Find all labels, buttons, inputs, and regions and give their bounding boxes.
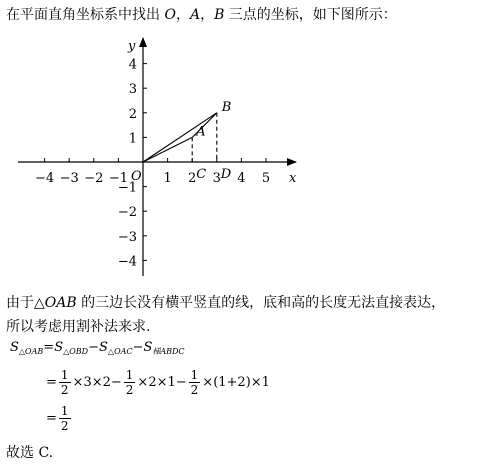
minus-sign-1: − (88, 340, 100, 355)
area-symbol-3: S (99, 340, 108, 355)
step1-equals: = (46, 375, 57, 390)
intro-sep1: ， (175, 7, 190, 23)
x-tick-label: 3 (212, 171, 221, 186)
x-tick-label: −3 (59, 171, 79, 186)
step1-part2: ×2×1− (137, 375, 187, 390)
x-tick-label: 1 (163, 171, 172, 186)
half-fraction-2: $\frac{1}{2}$ (125, 368, 134, 397)
oac-subscript: △OAC (107, 347, 133, 356)
y-tick-label: −3 (117, 229, 137, 245)
x-tick-label: 4 (237, 171, 246, 186)
x-tick-label: 5 (261, 171, 271, 186)
point-label-d: D (220, 167, 232, 182)
equals-sign: = (43, 340, 55, 355)
x-tick-label: −4 (35, 171, 55, 186)
half-fraction-1: $\frac{1}{2}$ (60, 368, 69, 397)
point-o-label: O (164, 7, 176, 23)
intro-suffix: 三点的坐标，如下图所示： (224, 7, 397, 23)
point-label-o: O (131, 169, 142, 184)
y-tick-label: −1 (117, 180, 137, 196)
y-tick-label: 3 (128, 82, 137, 98)
answer-text: 故选 C. (6, 445, 54, 461)
y-tick-label: −2 (117, 205, 137, 221)
obd-subscript: △OBD (63, 347, 89, 356)
x-axis-label: x (289, 171, 297, 186)
calculation-step-2 (46, 404, 73, 433)
x-tick-label: −2 (84, 171, 104, 186)
x-tick-label: −1 (108, 171, 128, 186)
step1-part3: ×(1+2)×1 (202, 375, 270, 390)
point-b-label: B (214, 7, 225, 23)
point-label-c: C (196, 167, 207, 182)
explanation-suffix: 的三边长没有横平竖直的线，底和高的长度无法直接表达， (76, 295, 446, 311)
y-tick-label: 1 (128, 131, 137, 147)
explanation-prefix: 由于△ (6, 295, 45, 311)
step2-equals: = (46, 411, 57, 426)
calculation-step-1 (46, 368, 270, 397)
point-label-b: B (221, 99, 232, 115)
intro-sep2: ， (200, 7, 215, 23)
y-tick-label: −4 (117, 254, 137, 270)
y-tick-label: 4 (128, 57, 137, 73)
y-axis-label: y (128, 39, 136, 54)
area-formula (10, 340, 185, 355)
explanation-line-2: 所以考虑用割补法来求. (6, 319, 151, 335)
segments (143, 113, 217, 162)
half-fraction-3: $\frac{1}{2}$ (190, 368, 199, 397)
triangle-name: OAB (44, 295, 77, 311)
y-tick-label: 2 (128, 106, 137, 122)
axes (18, 38, 297, 276)
point-a-label: A (189, 7, 201, 23)
area-symbol-4: S (143, 340, 153, 355)
trapezoid-subscript: 梯ABDC (152, 347, 185, 356)
minus-sign-2: − (132, 340, 144, 355)
segment-ob (143, 113, 217, 162)
x-tick-label: 2 (188, 171, 197, 186)
point-label-a: A (196, 124, 206, 140)
result-fraction: $\frac{1}{2}$ (60, 404, 69, 433)
explanation-line-1 (6, 292, 445, 312)
step1-part1: ×3×2− (72, 375, 122, 390)
area-symbol: S (10, 340, 19, 355)
lhs-subscript: △OAB (18, 347, 44, 356)
intro-prefix: 在平面直角坐标系中找出 (6, 7, 165, 23)
area-symbol-2: S (54, 340, 64, 355)
ticks (35, 58, 270, 270)
